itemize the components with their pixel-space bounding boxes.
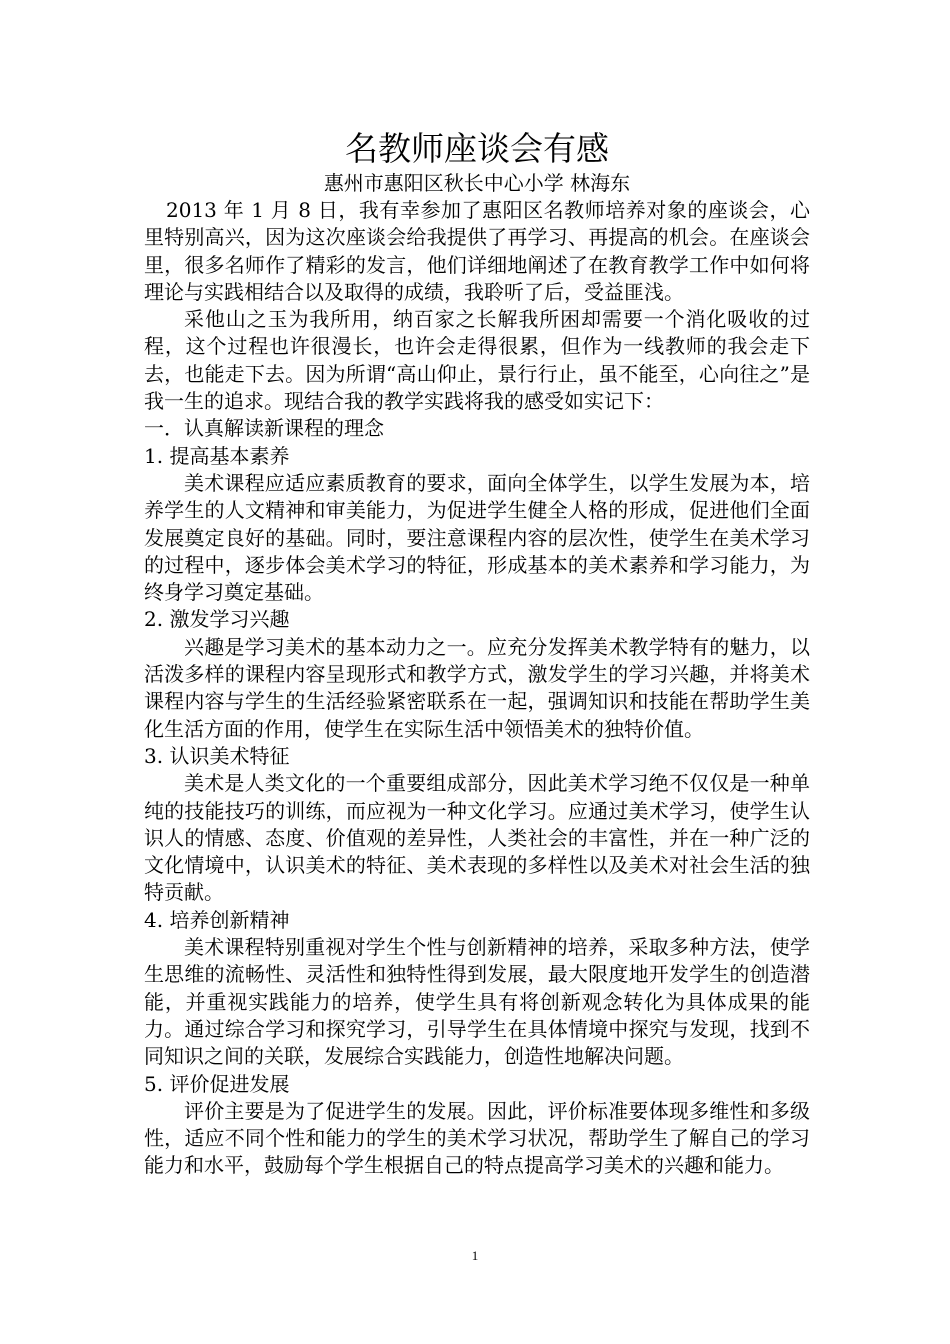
subsection-heading-5: 5. 评价促进发展: [144, 1071, 290, 1096]
subsection-text-3: 美术是人类文化的一个重要组成部分，因此美术学习绝不仅仅是一种单纯的技能技巧的训练，而应视为一种文化学习。应通过美术学习，使学生认识人的情感、态度、价值观的差异性，人类社会的丰富性，并在一种广泛的文化情境中，认识美术的特征、美术表现的多样性以及美术对社会生活的独特贡献。: [144, 771, 810, 905]
document-title: 名教师座谈会有感: [345, 129, 609, 168]
page-number: 1: [471, 1248, 479, 1263]
subsection-heading-3: 3. 认识美术特征: [144, 743, 290, 768]
subsection-text-4: 美术课程特别重视对学生个性与创新精神的培养，采取多种方法，使学生思维的流畅性、灵活性和独特性得到发展，最大限度地开发学生的创造潜能，并重视实践能力的培养，使学生具有将创新观念转化为具体成果的能力。通过综合学习和探究学习，引导学生在具体情境中探究与发现，找到不同知识之间的关联，发展综合实践能力，创造性地解决问题。: [144, 935, 810, 1069]
section-heading: 一．认真解读新课程的理念: [144, 416, 384, 441]
author-line: 惠州市惠阳区秋长中心小学 林海东: [323, 171, 631, 195]
subsection-heading-1: 1. 提高基本素养: [144, 443, 290, 468]
subsection-text-5: 评价主要是为了促进学生的发展。因此，评价标准要体现多维性和多级性，适应不同个性和能力的学生的美术学习状况，帮助学生了解自己的学习能力和水平，鼓励每个学生根据自己的特点提高学习美术的兴趣和能力。: [144, 1098, 810, 1178]
subsection-heading-4: 4. 培养创新精神: [144, 907, 290, 932]
subsection-text-1: 美术课程应适应素质教育的要求，面向全体学生，以学生发展为本，培养学生的人文精神和审美能力，为促进学生健全人格的形成，促进他们全面发展奠定良好的基础。同时，要注意课程内容的层次性，使学生在美术学习的过程中，逐步体会美术学习的特征，形成基本的美术素养和学习能力，为终身学习奠定基础。: [144, 470, 810, 605]
intro-paragraph-2: 采他山之玉为我所用，纳百家之长解我所困却需要一个消化吸收的过程，这个过程也许很漫长，也许会走得很累，但作为一线教师的我会走下去，也能走下去。因为所谓“高山仰止，景行行止，虽不能至，心向往之”是我一生的追求。现结合我的教学实践将我的感受如实记下：: [144, 307, 810, 414]
subsection-text-2: 兴趣是学习美术的基本动力之一。应充分发挥美术教学特有的魅力，以活泼多样的课程内容呈现形式和教学方式，激发学生的学习兴趣，并将美术课程内容与学生的生活经验紧密联系在一起，强调知识和技能在帮助学生美化生活方面的作用，使学生在实际生活中领悟美术的独特价值。: [144, 634, 810, 741]
intro-paragraph-1: 2013 年 1 月 8 日，我有幸参加了惠阳区名教师培养对象的座谈会，心里特别高兴，因为这次座谈会给我提供了再学习、再提高的机会。在座谈会里，很多名师作了精彩的发言，他们详细地阐述了在教育教学工作中如何将理论与实践相结合以及取得的成绩，我聆听了后，受益匪浅。: [144, 198, 810, 304]
document-page: [144, 128, 810, 1180]
subsection-heading-2: 2. 激发学习兴趣: [144, 607, 290, 632]
